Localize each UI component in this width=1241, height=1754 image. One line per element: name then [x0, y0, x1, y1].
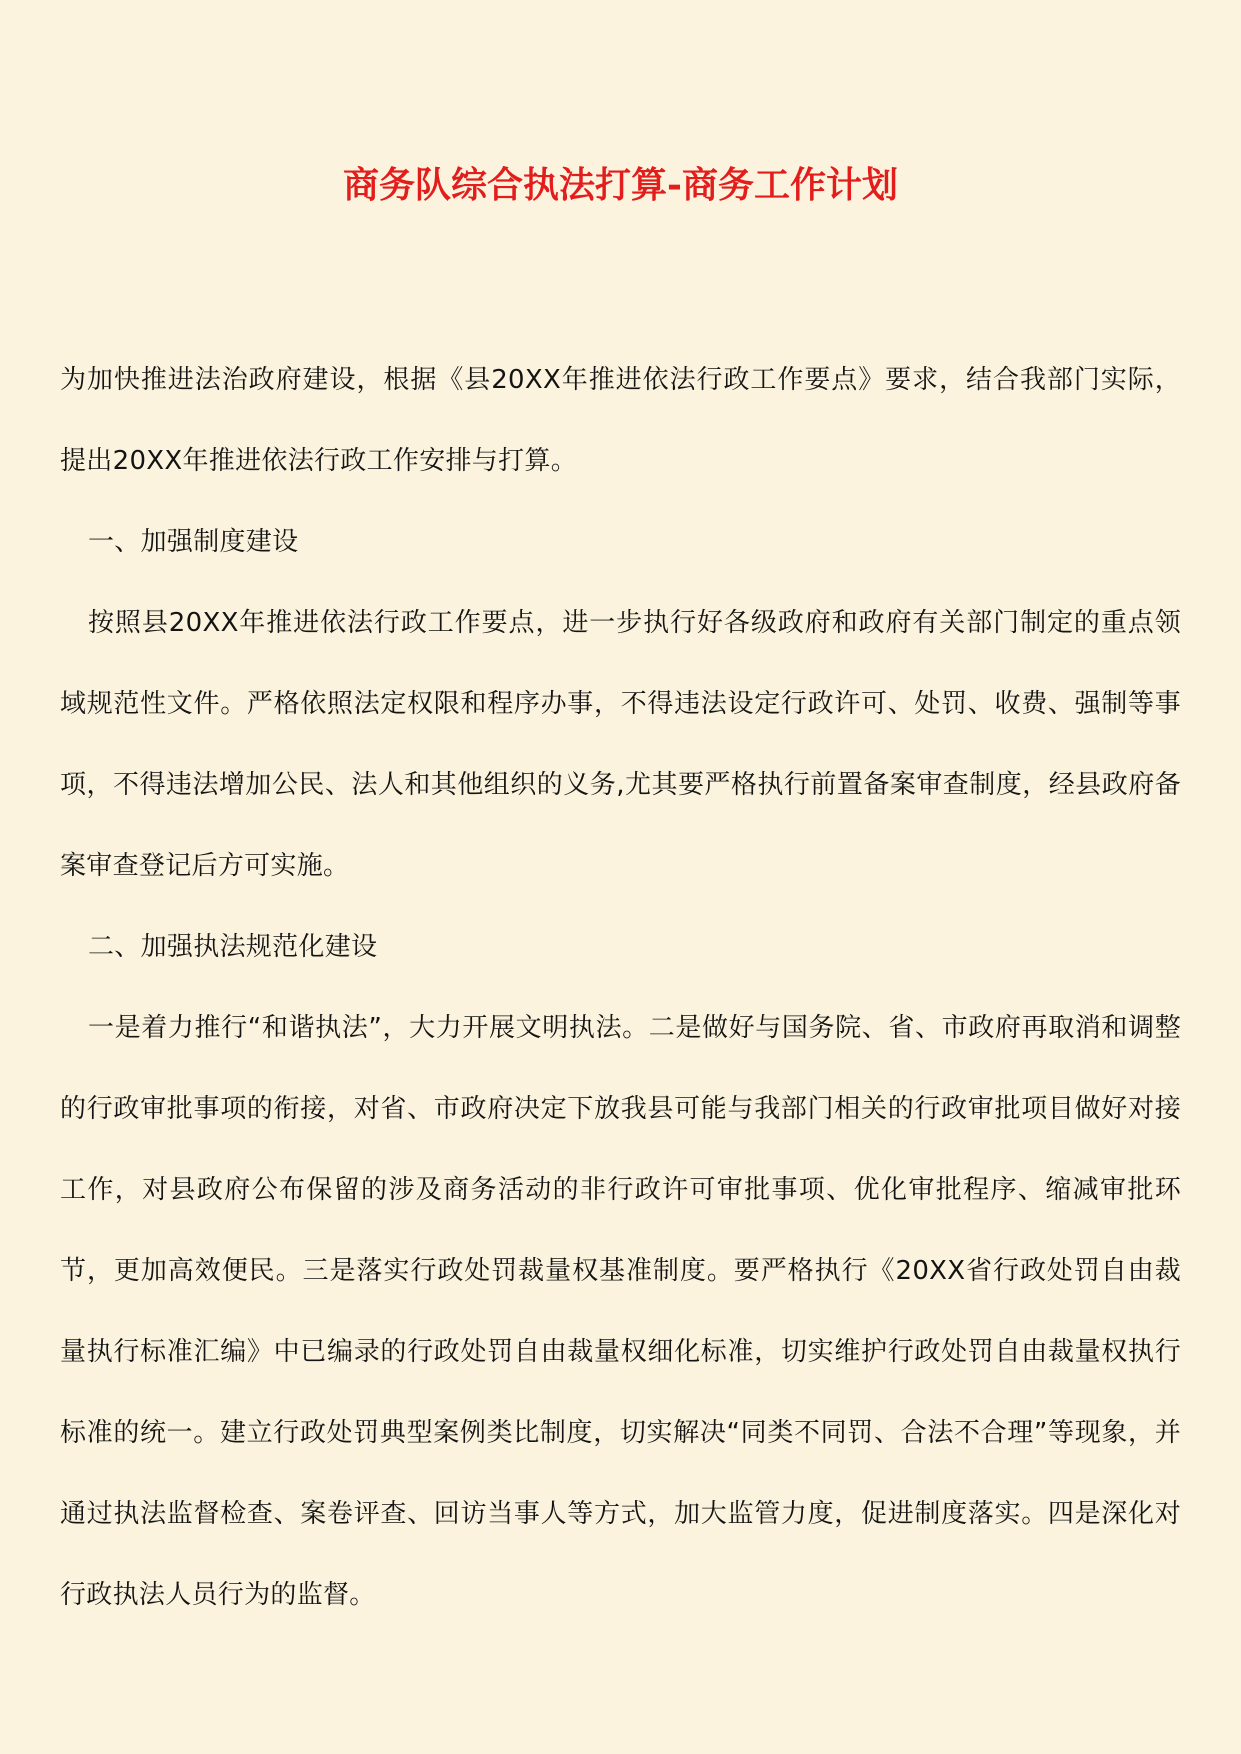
document-title: 商务队综合执法打算-商务工作计划: [343, 164, 898, 206]
heading-section-1: 一、加强制度建设: [88, 527, 299, 557]
document-body: [60, 340, 1181, 1636]
paragraph-section-1: 按照县20XX年推进依法行政工作要点，进一步执行好各级政府和政府有关部门制定的重点领域规范性文件。严格依照法定权限和程序办事，不得违法设定行政许可、处罚、收费、强制等事项，不得违法增加公民、法人和其他组织的义务,尤其要严格执行前置备案审查制度，经县政府备案审查登记后方可实施。: [60, 608, 1181, 881]
paragraph-section-2: 一是着力推行“和谐执法”，大力开展文明执法。二是做好与国务院、省、市政府再取消和调整的行政审批事项的衔接，对省、市政府决定下放我县可能与我部门相关的行政审批项目做好对接工作，对县政府公布保留的涉及商务活动的非行政许可审批事项、优化审批程序、缩减审批环节，更加高效便民。三是落实行政处罚裁量权基准制度。要严格执行《20XX省行政处罚自由裁量执行标准汇编》中已编录的行政处罚自由裁量权细化标准，切实维护行政处罚自由裁量权执行标准的统一。建立行政处罚典型案例类比制度，切实解决“同类不同罚、合法不合理”等现象，并通过执法监督检查、案卷评查、回访当事人等方式，加大监管力度，促进制度落实。四是深化对行政执法人员行为的监督。: [60, 1013, 1181, 1610]
paragraph-intro: 为加快推进法治政府建设，根据《县20XX年推进依法行政工作要点》要求，结合我部门实际，提出20XX年推进依法行政工作安排与打算。: [60, 365, 1181, 476]
heading-section-2: 二、加强执法规范化建设: [88, 932, 378, 962]
